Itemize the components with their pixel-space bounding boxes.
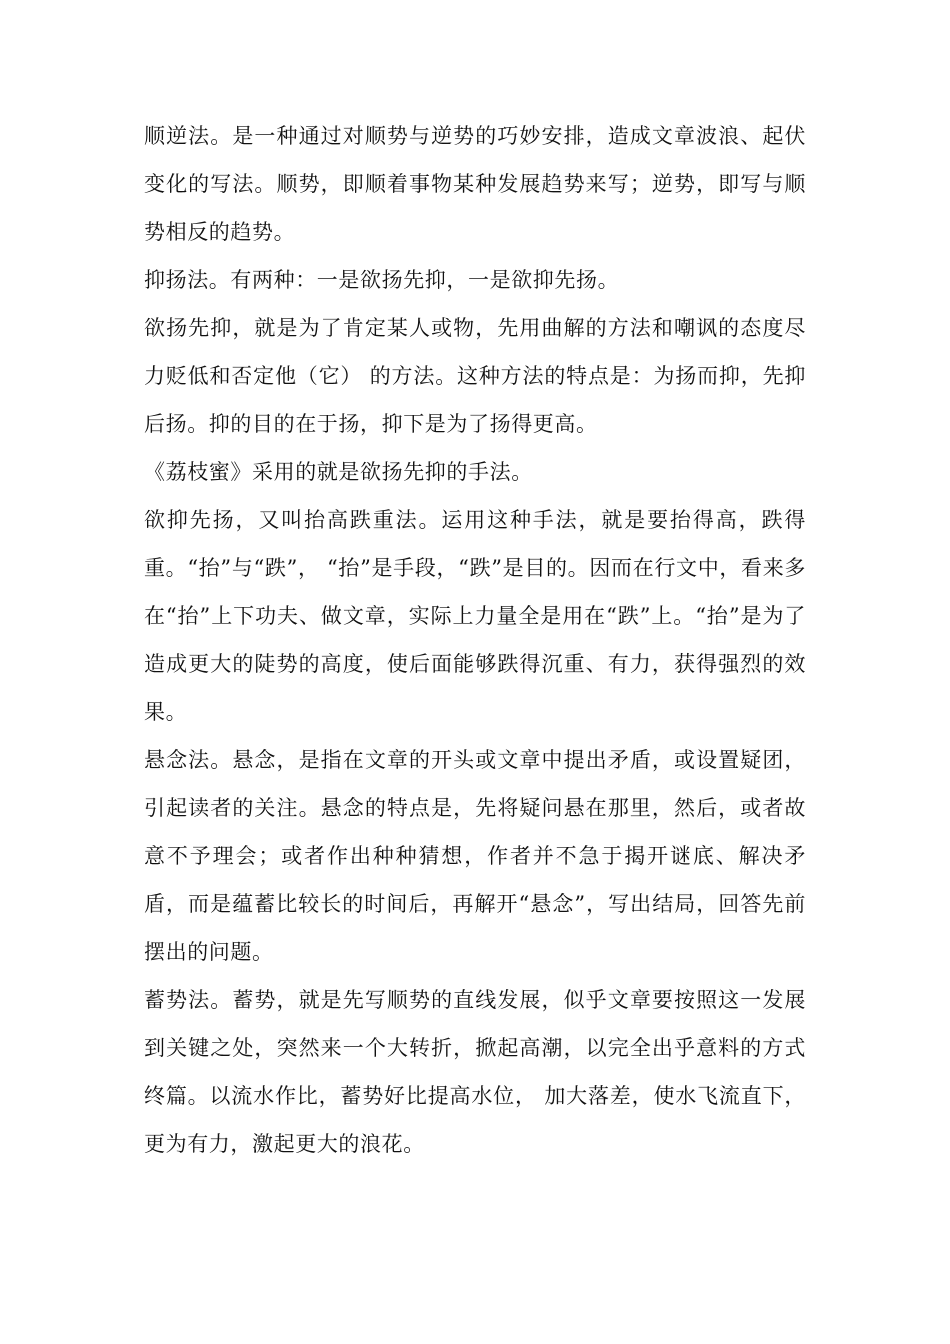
paragraph-xuannian: 悬念法。悬念，是指在文章的开头或文章中提出矛盾，或设置疑团，引起读者的关注。悬念的特点是，先将疑问悬在那里，然后，或者故意不予理会；或者作出种种猜想，作者并不急于揭开谜底、解决矛盾，而是蕴蓄比较长的时间后，再解开“悬念”，写出结局，回答先前摆出的问题。 [144, 748, 806, 964]
paragraph-lizhimi: 《荔枝蜜》采用的就是欲扬先抑的手法。 [144, 460, 533, 484]
paragraph-yuyi-xianyang: 欲抑先扬，又叫抬高跌重法。运用这种手法，就是要抬得高，跌得重。“抬”与“跌”， “抬”是手段，“跌”是目的。因而在行文中，看来多在“抬”上下功夫、做文章，实际上力量全是用在“跌”上。“抬”是为了造成更大的陡势的高度，使后面能够跌得沉重、有力，获得强烈的效果。 [144, 508, 806, 724]
paragraph-yiyang: 抑扬法。有两种：一是欲扬先抑，一是欲抑先扬。 [144, 268, 620, 292]
paragraph-xushi: 蓄势法。蓄势，就是先写顺势的直线发展，似乎文章要按照这一发展到关键之处，突然来一个大转折，掀起高潮，以完全出乎意料的方式终篇。以流水作比，蓄势好比提高水位， 加大落差，使水飞流直下，更为有力，激起更大的浪花。 [144, 988, 806, 1156]
paragraph-yuyang-xianyi: 欲扬先抑，就是为了肯定某人或物，先用曲解的方法和嘲讽的态度尽力贬低和否定他（它） 的方法。这种方法的特点是：为扬而抑，先抑后扬。抑的目的在于扬，抑下是为了扬得更高。 [144, 316, 806, 436]
document-body [144, 112, 806, 1168]
paragraph-shunni: 顺逆法。是一种通过对顺势与逆势的巧妙安排，造成文章波浪、起伏变化的写法。顺势，即顺着事物某种发展趋势来写；逆势，即写与顺势相反的趋势。 [144, 124, 806, 244]
